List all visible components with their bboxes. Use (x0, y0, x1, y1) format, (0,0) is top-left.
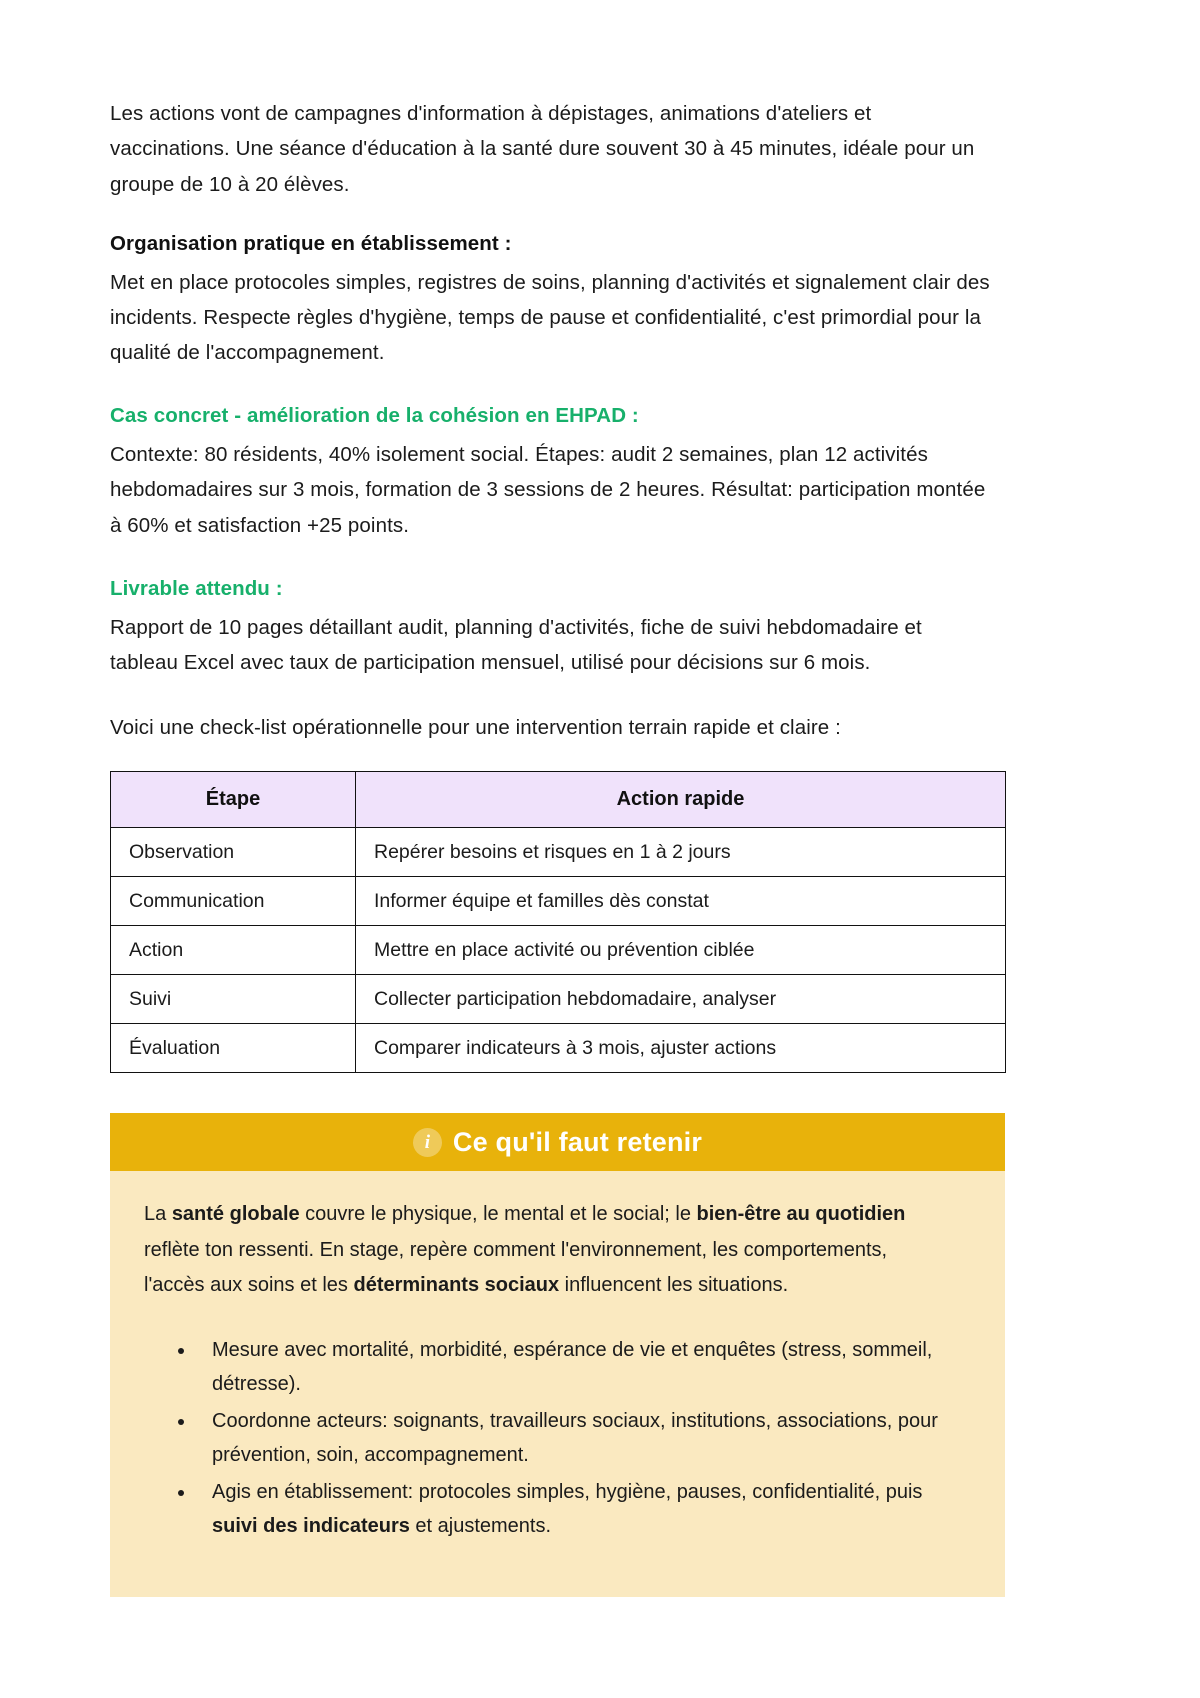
list-item: • Agis en établissement: protocoles simples, hygiène, pauses, confidentialité, puis suivi des indicateurs et ajustements. (196, 1475, 954, 1544)
cell-step: Évaluation (111, 1024, 356, 1073)
section-heading: Livrable attendu : (110, 576, 283, 600)
cell-action: Mettre en place activité ou prévention ciblée (356, 926, 1006, 975)
table-body (111, 828, 1006, 1073)
table-header-row (111, 772, 1006, 828)
cell-step: Observation (111, 828, 356, 877)
callout-body (110, 1171, 1005, 1597)
section-organisation (110, 228, 1090, 371)
section-heading: Cas concret - amélioration de la cohésion en EHPAD : (110, 404, 639, 428)
list-item: • Coordonne acteurs: soignants, travailleurs sociaux, institutions, associations, pour prévention, soin, accompagnement. (196, 1404, 954, 1473)
section-body: Contexte: 80 résidents, 40% isolement social. Étapes: audit 2 semaines, plan 12 activités hebdomadaires sur 3 mois, formation de 3 sessions de 2 heures. Résultat: participation montée à 60% et satisfaction +25 points. (110, 443, 986, 537)
section-livrable (110, 573, 1090, 680)
cell-action: Repérer besoins et risques en 1 à 2 jours (356, 828, 1006, 877)
table-row (111, 975, 1006, 1024)
cell-action: Comparer indicateurs à 3 mois, ajuster actions (356, 1024, 1006, 1073)
info-icon: i (413, 1128, 442, 1157)
cell-step: Suivi (111, 975, 356, 1024)
callout-bullet-list (144, 1333, 954, 1543)
table-row (111, 926, 1006, 975)
checklist-table (110, 771, 1006, 1073)
section-body: Met en place protocoles simples, registres de soins, planning d'activités et signalement clair des incidents. Respecte règles d'hygiène, temps de pause et confidentialité, c'est primordial pour la qualité de l'accompagnement. (110, 270, 990, 365)
cell-step: Communication (111, 877, 356, 926)
section-cas-concret (110, 400, 1090, 543)
callout-paragraph: La santé globale couvre le physique, le mental et le social; le bien-être au quotidien reflète ton ressenti. En stage, repère comment l'environnement, les comportements, l'accès aux soins et les déterminants sociaux influencent les situations. (144, 1203, 906, 1296)
column-header-action: Action rapide (356, 772, 1006, 828)
table-lead-in: Voici une check-list opérationnelle pour une intervention terrain rapide et claire : (110, 716, 841, 740)
table-row (111, 1024, 1006, 1073)
callout-box (110, 1113, 1005, 1597)
cell-action: Informer équipe et familles dès constat (356, 877, 1006, 926)
section-body: Rapport de 10 pages détaillant audit, planning d'activités, fiche de suivi hebdomadaire et tableau Excel avec taux de participation mensuel, utilisé pour décisions sur 6 mois. (110, 615, 922, 674)
column-header-etape: Étape (111, 772, 356, 828)
callout-title: Ce qu'il faut retenir (452, 1126, 703, 1157)
section-heading: Organisation pratique en établissement : (110, 231, 512, 255)
table-row (111, 877, 1006, 926)
cell-action: Collecter participation hebdomadaire, analyser (356, 975, 1006, 1024)
cell-step: Action (111, 926, 356, 975)
table-row (111, 828, 1006, 877)
intro-paragraph: Les actions vont de campagnes d'information à dépistages, animations d'ateliers et vaccinations. Une séance d'éducation à la santé dure souvent 30 à 45 minutes, idéale pour un groupe de 10 à 20 élèves. (110, 102, 975, 196)
callout-header (110, 1113, 1005, 1171)
list-item: • Mesure avec mortalité, morbidité, espérance de vie et enquêtes (stress, sommeil, détresse). (196, 1333, 954, 1402)
